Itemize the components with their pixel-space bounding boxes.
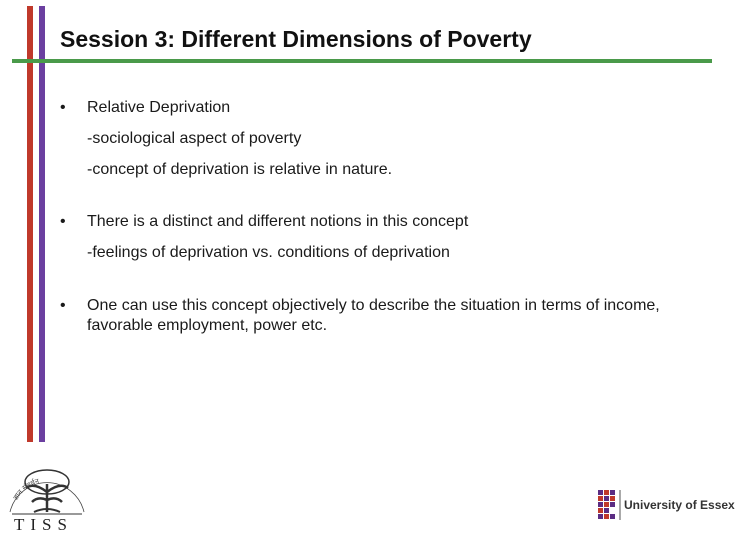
sub-item: -feelings of deprivation vs. conditions of deprivation	[87, 244, 450, 261]
bullet-item	[56, 212, 706, 232]
bullet-text: Relative Deprivation	[87, 99, 231, 116]
bullet-text: There is a distinct and different notions in this concept	[87, 213, 469, 230]
tiss-wordmark: TISS	[14, 515, 73, 534]
sub-item: -concept of deprivation is relative in nature.	[87, 161, 393, 178]
purple-vertical-bar	[39, 6, 45, 442]
bullet-dot: •	[60, 99, 66, 116]
bullet-item	[56, 296, 706, 336]
tiss-arc-text	[4, 452, 90, 512]
slide-title: Session 3: Different Dimensions of Poverty	[60, 26, 532, 52]
slide-body	[56, 98, 706, 336]
bullet-dot: •	[60, 297, 66, 314]
svg-text:ज्ञान संवर्धन: ज्ञान संवर्धन	[11, 477, 40, 502]
sub-item: -sociological aspect of poverty	[87, 130, 302, 147]
bullet-dot: •	[60, 213, 66, 230]
university-of-essex-text: University of Essex	[624, 498, 735, 512]
bullet-item	[56, 98, 706, 118]
red-vertical-bar	[27, 6, 33, 442]
title-underline	[12, 59, 712, 63]
bullet-text: One can use this concept objectively to describe the situation in terms of income, favorable employment, power etc.	[87, 297, 660, 334]
